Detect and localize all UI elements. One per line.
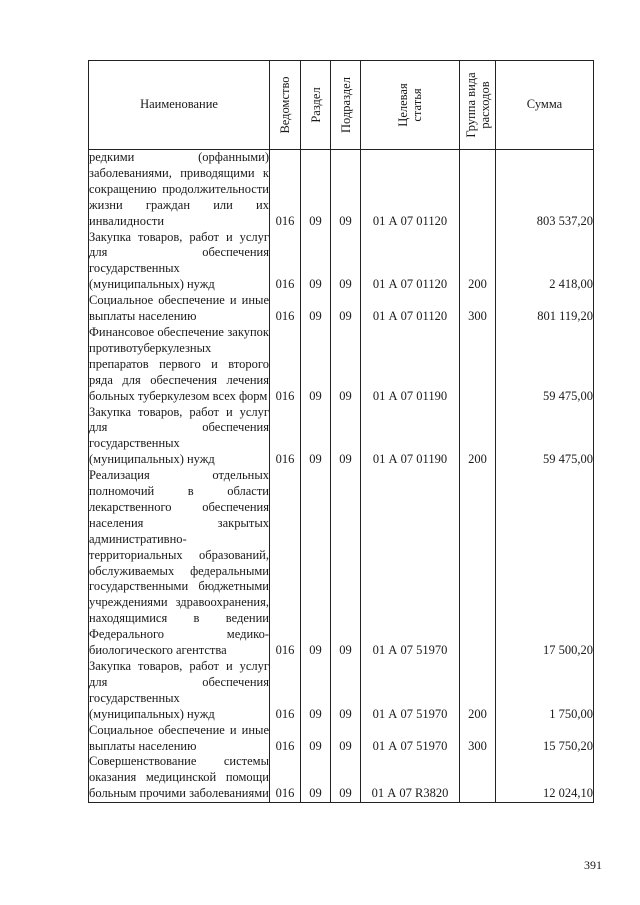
cell-amount: 801 119,20 xyxy=(496,293,594,325)
cell-name: редкими (орфанными) заболеваниями, приводящими к сокращению продолжительности жизни граждан или их инвалидности xyxy=(89,150,269,228)
cell-name: Закупка товаров, работ и услуг для обеспечения государственных (муниципальных) нужд xyxy=(89,404,269,467)
cell-subsection: 09 xyxy=(331,150,361,230)
header-expense-group-label: Группа вида расходов xyxy=(463,72,492,138)
table-body xyxy=(89,150,594,803)
cell-expense-group xyxy=(460,754,496,802)
cell-section: 09 xyxy=(301,405,331,469)
cell-section: 09 xyxy=(301,150,331,230)
cell-subsection: 09 xyxy=(331,325,361,405)
header-section-label: Раздел xyxy=(308,87,323,123)
cell-section: 09 xyxy=(301,723,331,755)
cell-target-item: 01 А 07 01120 xyxy=(361,293,460,325)
cell-expense-group xyxy=(460,150,496,230)
cell-target-item: 01 А 07 01190 xyxy=(361,325,460,405)
cell-subsection: 09 xyxy=(331,405,361,469)
header-subsection xyxy=(331,61,361,150)
cell-ministry: 016 xyxy=(270,230,301,294)
header-target-item-label: Целевая статья xyxy=(396,83,424,127)
cell-expense-group: 200 xyxy=(460,659,496,723)
header-amount: Сумма xyxy=(496,61,594,150)
cell-subsection: 09 xyxy=(331,723,361,755)
cell-target-item: 01 А 07 51970 xyxy=(361,723,460,755)
cell-ministry: 016 xyxy=(270,723,301,755)
cell-expense-group: 300 xyxy=(460,723,496,755)
cell-subsection: 09 xyxy=(331,468,361,659)
cell-name: Закупка товаров, работ и услуг для обеспечения государственных (муниципальных) нужд xyxy=(89,659,269,721)
cell-expense-group: 200 xyxy=(460,405,496,469)
cell-target-item: 01 А 07 51970 xyxy=(361,468,460,659)
cell-target-item: 01 А 07 51970 xyxy=(361,659,460,723)
table-row xyxy=(89,723,594,755)
cell-name: Социальное обеспечение и иные выплаты населению xyxy=(89,293,269,324)
cell-ministry: 016 xyxy=(270,754,301,802)
cell-section: 09 xyxy=(301,659,331,723)
table-row xyxy=(89,230,594,294)
cell-name: Социальное обеспечение и иные выплаты населению xyxy=(89,722,269,753)
cell-expense-group xyxy=(460,325,496,405)
header-name: Наименование xyxy=(89,61,270,150)
cell-amount: 803 537,20 xyxy=(496,150,594,230)
page-number: 391 xyxy=(584,858,602,872)
header-subsection-label: Подраздел xyxy=(338,77,353,133)
cell-ministry: 016 xyxy=(270,293,301,325)
table-row xyxy=(89,754,594,802)
header-section xyxy=(301,61,331,150)
cell-target-item: 01 А 07 R3820 xyxy=(361,754,460,802)
cell-ministry: 016 xyxy=(270,325,301,405)
table-row xyxy=(89,325,594,405)
cell-section: 09 xyxy=(301,293,331,325)
cell-ministry: 016 xyxy=(270,468,301,659)
cell-name: Закупка товаров, работ и услуг для обеспечения государственных (муниципальных) нужд xyxy=(89,229,269,292)
cell-name: Финансовое обеспечение закупок противотуберкулезных препаратов первого и второго ряда для обеспечения лечения больных туберкулезом всех форм xyxy=(89,324,269,403)
cell-ministry: 016 xyxy=(270,659,301,723)
cell-ministry: 016 xyxy=(270,150,301,230)
cell-name: Совершенствование системы оказания медицинской помощи больным прочими заболеваниями xyxy=(89,754,270,802)
table-row xyxy=(89,150,594,230)
cell-section: 09 xyxy=(301,230,331,294)
cell-expense-group xyxy=(460,468,496,659)
cell-amount: 17 500,20 xyxy=(496,468,594,659)
cell-amount: 59 475,00 xyxy=(496,405,594,469)
cell-amount: 1 750,00 xyxy=(496,659,594,723)
cell-subsection: 09 xyxy=(331,659,361,723)
cell-expense-group: 200 xyxy=(460,230,496,294)
cell-amount: 15 750,20 xyxy=(496,723,594,755)
cell-target-item: 01 А 07 01120 xyxy=(361,150,460,230)
header-expense-group xyxy=(460,61,496,150)
cell-subsection: 09 xyxy=(331,754,361,802)
table-row xyxy=(89,293,594,325)
cell-amount: 2 418,00 xyxy=(496,230,594,294)
cell-subsection: 09 xyxy=(331,230,361,294)
cell-expense-group: 300 xyxy=(460,293,496,325)
table-header-row xyxy=(89,61,594,150)
header-ministry xyxy=(270,61,301,150)
table-row xyxy=(89,659,594,723)
cell-subsection: 09 xyxy=(331,293,361,325)
cell-amount: 59 475,00 xyxy=(496,325,594,405)
cell-section: 09 xyxy=(301,754,331,802)
cell-ministry: 016 xyxy=(270,405,301,469)
cell-amount: 12 024,10 xyxy=(496,754,594,802)
cell-name: Реализация отдельных полномочий в области лекарственного обеспечения населения закрытых административно-территориальных образований, обслуживаемых федеральными государственными бюджетными учреждениями здравоохранения, находящимися в ведении Федерального медико-биологического агентства xyxy=(89,468,269,658)
cell-target-item: 01 А 07 01190 xyxy=(361,405,460,469)
header-target-item xyxy=(361,61,460,150)
cell-section: 09 xyxy=(301,325,331,405)
budget-table xyxy=(88,60,594,803)
header-ministry-label: Ведомство xyxy=(278,76,292,134)
cell-section: 09 xyxy=(301,468,331,659)
cell-target-item: 01 А 07 01120 xyxy=(361,230,460,294)
table-row xyxy=(89,405,594,469)
table-row xyxy=(89,468,594,659)
